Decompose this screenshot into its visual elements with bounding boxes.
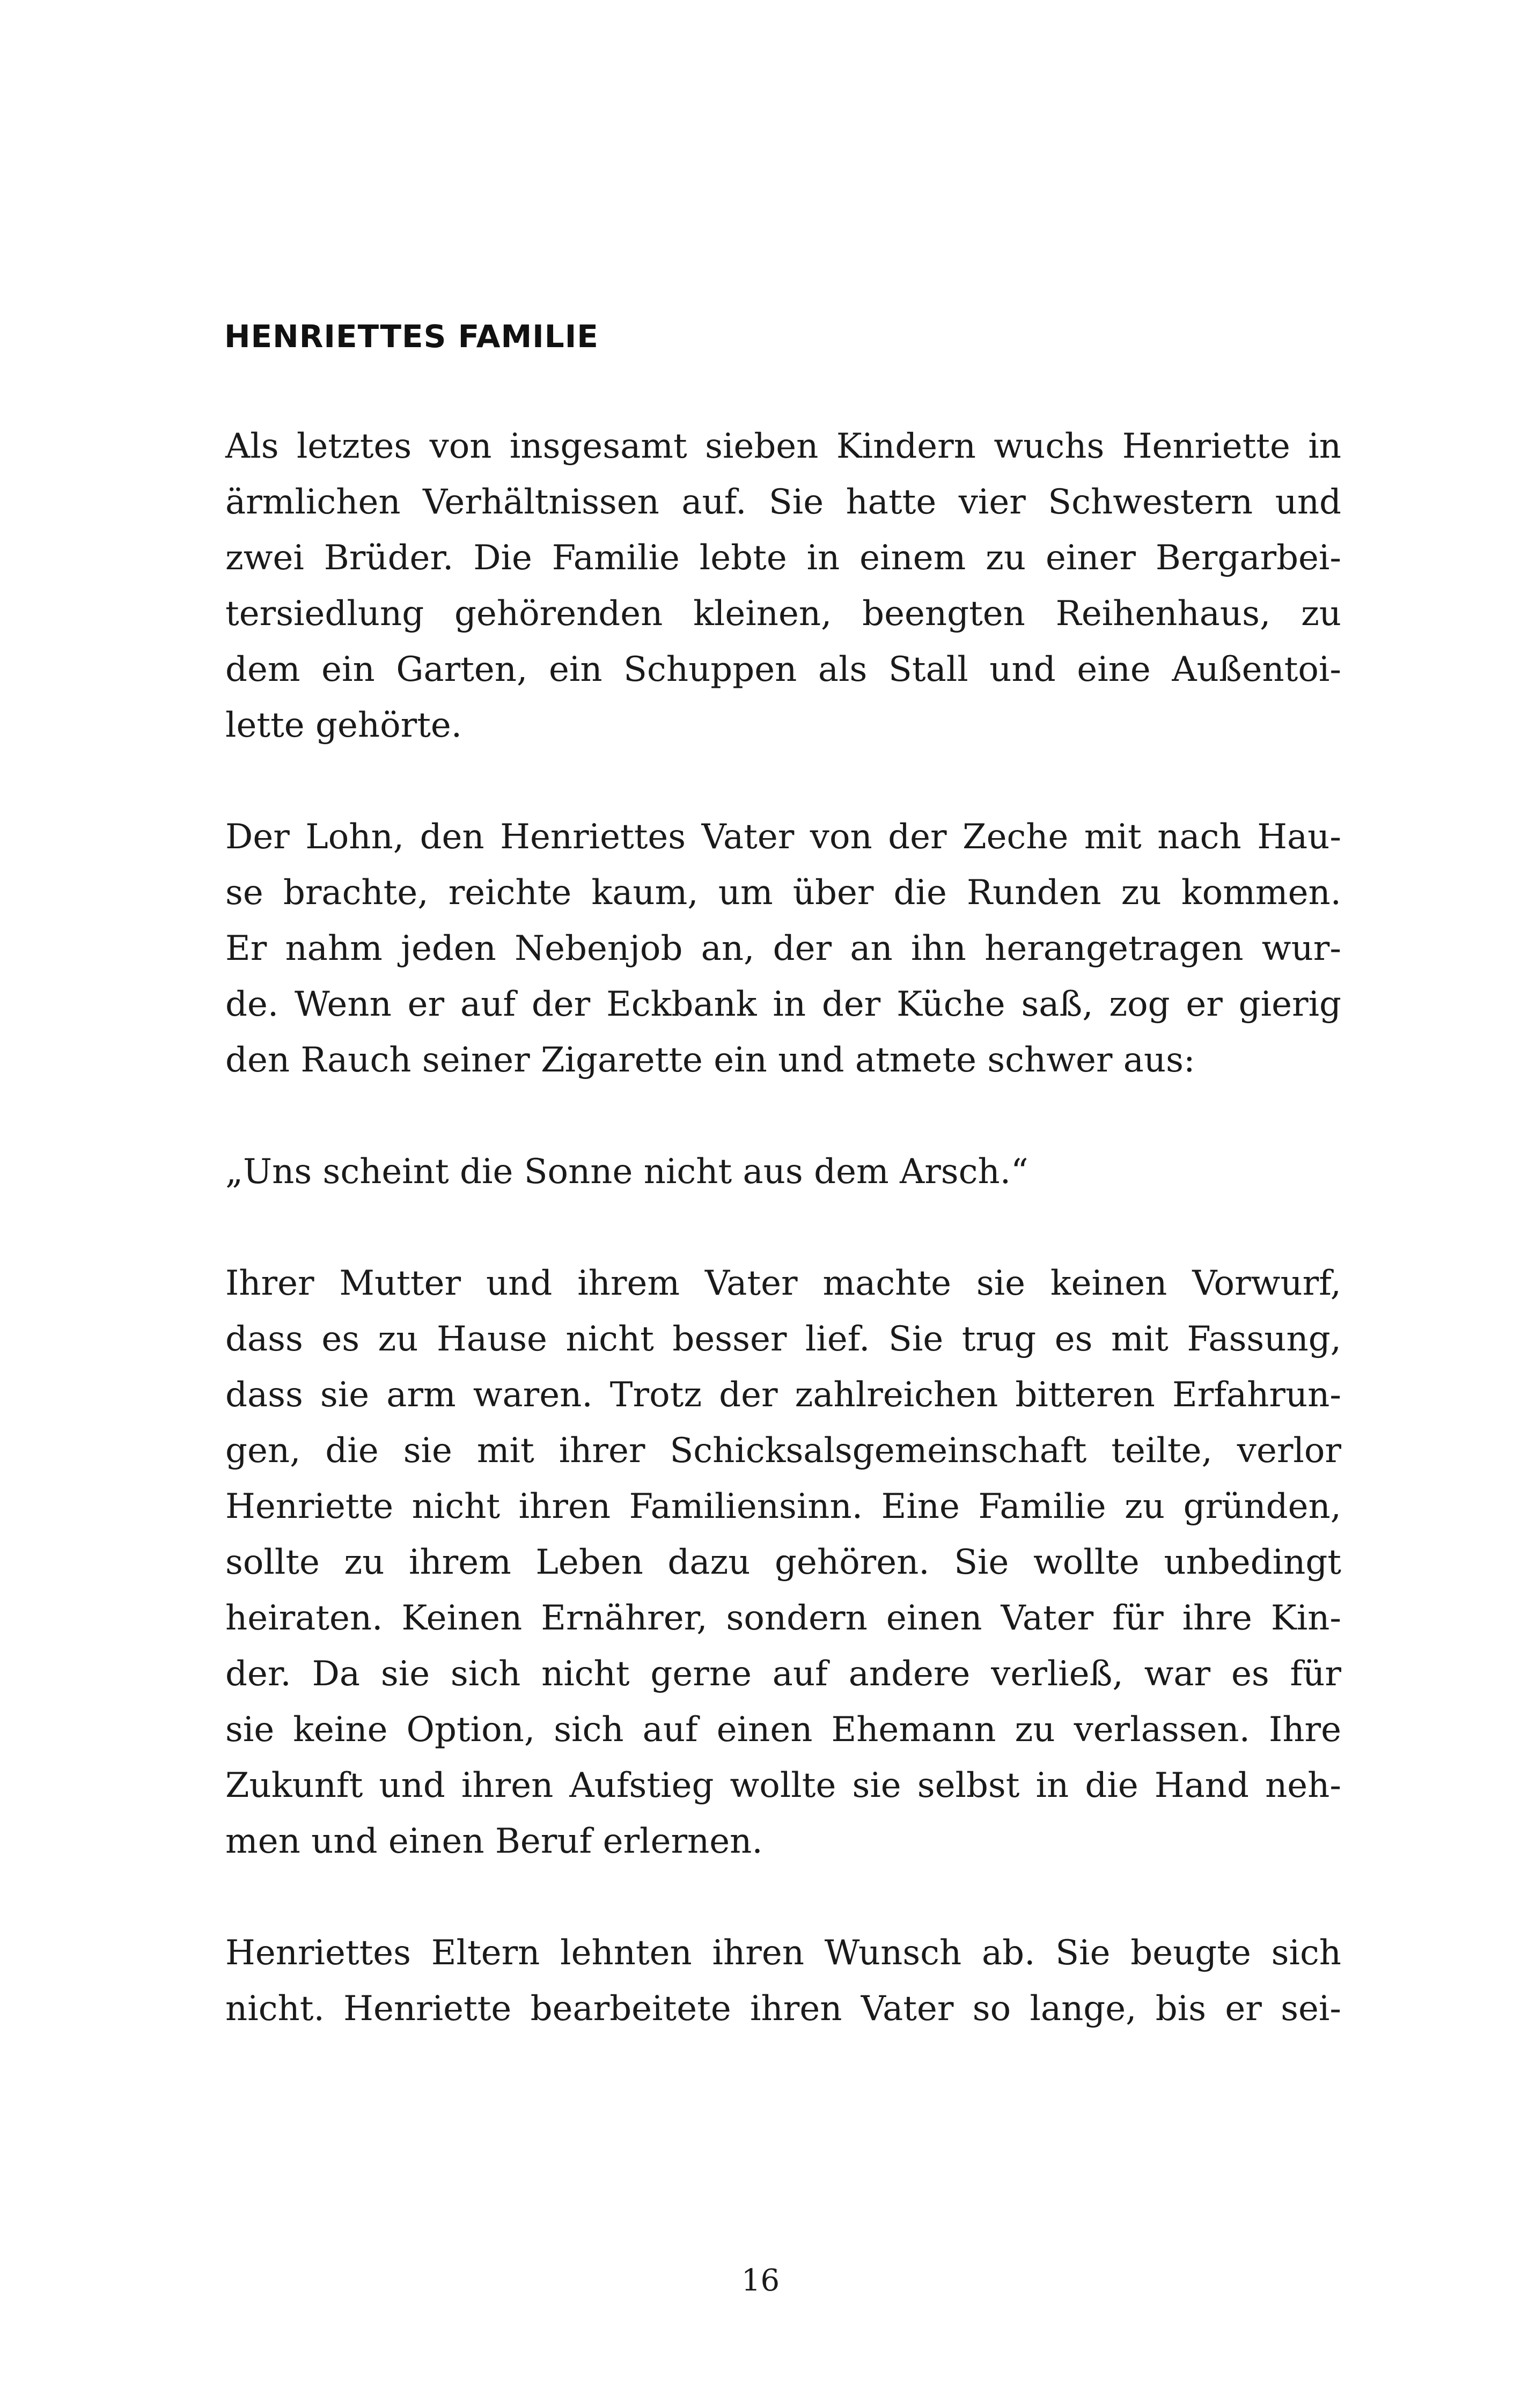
text-line: ärmlichen Verhältnissen auf. Sie hatte vier Schwestern und bbox=[225, 482, 1341, 522]
text-line: sie keine Option, sich auf einen Ehemann zu verlassen. Ihre bbox=[225, 1710, 1341, 1750]
text-line: Als letztes von insgesamt sieben Kindern wuchs Henriette in bbox=[225, 427, 1341, 466]
text-line: tersiedlung gehörenden kleinen, beengten Reihenhaus, zu bbox=[225, 594, 1341, 634]
text-line: men und einen Beruf erlernen. bbox=[225, 1822, 763, 1861]
text-line: lette gehörte. bbox=[225, 706, 462, 745]
text-line: Henriettes Eltern lehnten ihren Wunsch ab. Sie beugte sich bbox=[225, 1933, 1341, 1973]
section-heading: HENRIETTES FAMILIE bbox=[224, 318, 599, 355]
text-line: se brachte, reichte kaum, um über die Runden zu kommen. bbox=[225, 873, 1341, 913]
text-line: gen, die sie mit ihrer Schicksalsgemeinschaft teilte, verlor bbox=[225, 1431, 1341, 1471]
paragraph bbox=[225, 1144, 1341, 1200]
text-line: de. Wenn er auf der Eckbank in der Küche saß, zog er gierig bbox=[225, 985, 1341, 1024]
paragraph bbox=[225, 809, 1341, 1088]
text-line: den Rauch seiner Zigarette ein und atmete schwer aus: bbox=[225, 1040, 1195, 1080]
text-line: nicht. Henriette bearbeitete ihren Vater so lange, bis er sei- bbox=[225, 1989, 1341, 2029]
page-number: 16 bbox=[741, 2263, 780, 2298]
text-line: Ihrer Mutter und ihrem Vater machte sie keinen Vorwurf, bbox=[225, 1264, 1341, 1303]
paragraph-gap bbox=[225, 753, 1341, 809]
paragraph-gap bbox=[225, 1088, 1341, 1144]
text-line: zwei Brüder. Die Familie lebte in einem zu einer Bergarbei- bbox=[225, 538, 1341, 578]
text-line: Der Lohn, den Henriettes Vater von der Zeche mit nach Hau- bbox=[225, 817, 1341, 857]
paragraph bbox=[225, 1925, 1341, 2037]
paragraph-gap bbox=[225, 1869, 1341, 1925]
paragraph bbox=[225, 1256, 1341, 1869]
text-line: Henriette nicht ihren Familiensinn. Eine Familie zu gründen, bbox=[225, 1487, 1341, 1526]
paragraph-gap bbox=[225, 1200, 1341, 1256]
text-line: dass sie arm waren. Trotz der zahlreichen bitteren Erfahrun- bbox=[225, 1375, 1341, 1415]
text-line: der. Da sie sich nicht gerne auf andere verließ, war es für bbox=[225, 1654, 1341, 1694]
body-text bbox=[225, 419, 1341, 2037]
text-line: dass es zu Hause nicht besser lief. Sie trug es mit Fassung, bbox=[225, 1319, 1341, 1359]
text-line: sollte zu ihrem Leben dazu gehören. Sie wollte unbedingt bbox=[225, 1543, 1341, 1582]
text-line: dem ein Garten, ein Schuppen als Stall und eine Außentoi- bbox=[225, 650, 1341, 689]
text-line: Zukunft und ihren Aufstieg wollte sie selbst in die Hand neh- bbox=[225, 1766, 1341, 1805]
text-line: Er nahm jeden Nebenjob an, der an ihn herangetragen wur- bbox=[225, 929, 1341, 968]
text-line: „Uns scheint die Sonne nicht aus dem Arsch.“ bbox=[225, 1152, 1028, 1192]
paragraph bbox=[225, 419, 1341, 753]
text-line: heiraten. Keinen Ernährer, sondern einen Vater für ihre Kin- bbox=[225, 1598, 1341, 1638]
